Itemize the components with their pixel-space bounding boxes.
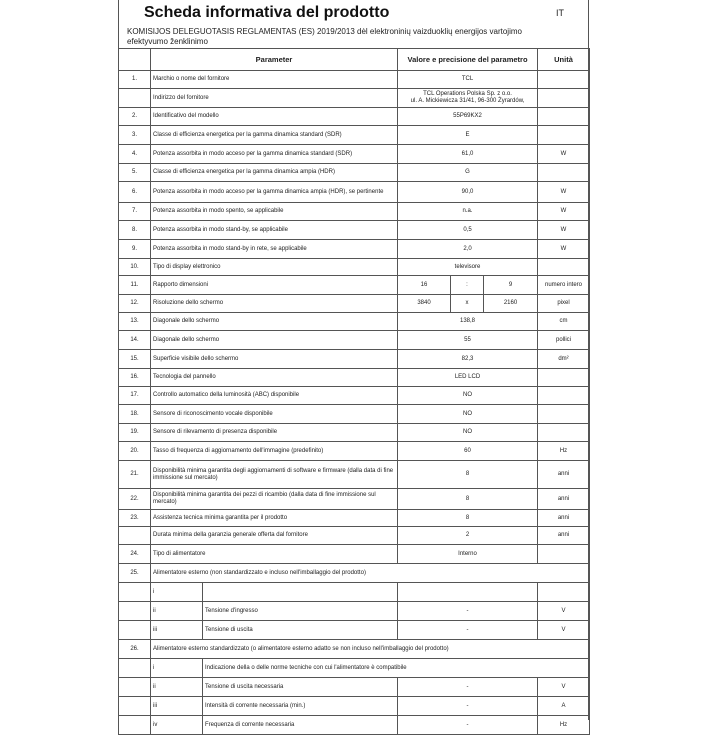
row-value: 82,3: [398, 350, 538, 369]
table-row: [119, 545, 590, 564]
row-value: Interno: [398, 545, 538, 564]
row-number: [119, 89, 151, 108]
table-row: [119, 424, 590, 442]
row-unit: W: [538, 221, 590, 240]
row-number: 3.: [119, 126, 151, 145]
row-unit: Hz: [538, 442, 590, 461]
row-number: 21.: [119, 461, 151, 489]
table-row: [119, 387, 590, 405]
row-label: Identificativo del modello: [151, 108, 398, 126]
row-unit: [538, 545, 590, 564]
row-value: G: [398, 164, 538, 182]
row-label: Classe di efficienza energetica per la gamma dinamica standard (SDR): [151, 126, 398, 145]
row-label: Alimentatore esterno standardizzato (o alimentatore esterno adatto se non incluso nell'imballaggio del prodotto): [151, 640, 590, 659]
supplier-name: TCL Operations Polska Sp. z o.o.: [423, 91, 512, 97]
row-unit: V: [538, 621, 590, 640]
row-value: 2: [398, 527, 538, 545]
table-row: [119, 678, 590, 697]
row-label: Tipo di display elettronico: [151, 259, 398, 276]
row-label: Diagonale dello schermo: [151, 331, 398, 350]
row-label: Marchio o nome del fornitore: [151, 71, 398, 89]
row-unit: W: [538, 240, 590, 259]
row-number: 5.: [119, 164, 151, 182]
row-unit: numero intero: [538, 276, 590, 295]
row-value: -: [398, 621, 538, 640]
row-label: Indirizzo del fornitore: [151, 89, 398, 108]
row-label: Tasso di frequenza di aggiornamento dell'immagine (predefinito): [151, 442, 398, 461]
table-row: [119, 126, 590, 145]
page-title: Scheda informativa del prodotto: [144, 4, 390, 21]
resolution-separator: x: [451, 295, 484, 313]
row-value: n.a.: [398, 203, 538, 221]
table-row: [119, 71, 590, 89]
row-unit: [538, 387, 590, 405]
row-value: 61,0: [398, 145, 538, 164]
table-row: [119, 276, 590, 295]
header-value: Valore e precisione del parametro: [398, 49, 538, 71]
row-value: 8: [398, 510, 538, 527]
table-row: [119, 405, 590, 424]
row-label: Tensione d'ingresso: [203, 602, 398, 621]
table-row: [119, 331, 590, 350]
row-label: Controllo automatico della luminosità (ABC) disponibile: [151, 387, 398, 405]
row-unit: V: [538, 678, 590, 697]
row-unit: [538, 108, 590, 126]
table-row: [119, 164, 590, 182]
aspect-separator: :: [451, 276, 484, 295]
table-row: [119, 89, 590, 108]
row-label: Intensità di corrente necessaria (min.): [203, 697, 398, 716]
row-value: 55: [398, 331, 538, 350]
row-number: 11.: [119, 276, 151, 295]
row-number: 19.: [119, 424, 151, 442]
row-value: 0,5: [398, 221, 538, 240]
row-number: 14.: [119, 331, 151, 350]
row-value: 60: [398, 442, 538, 461]
table-row: [119, 461, 590, 489]
row-label: Assistenza tecnica minima garantita per il prodotto: [151, 510, 398, 527]
row-number: 22.: [119, 489, 151, 510]
table-row: [119, 527, 590, 545]
row-value: -: [398, 678, 538, 697]
row-unit: anni: [538, 461, 590, 489]
sub-index: i: [151, 583, 203, 602]
table-row: [119, 489, 590, 510]
row-label: Sensore di riconoscimento vocale disponibile: [151, 405, 398, 424]
row-number: 4.: [119, 145, 151, 164]
row-number-empty: [119, 678, 151, 697]
row-value: [398, 89, 538, 108]
row-value: NO: [398, 405, 538, 424]
row-unit: [538, 71, 590, 89]
sub-index: iii: [151, 621, 203, 640]
row-number: 17.: [119, 387, 151, 405]
table-row: [119, 221, 590, 240]
row-label: Potenza assorbita in modo acceso per la gamma dinamica standard (SDR): [151, 145, 398, 164]
row-value: -: [398, 716, 538, 735]
row-number: 16.: [119, 369, 151, 387]
table-row: [119, 313, 590, 331]
row-label: Tecnologia del pannello: [151, 369, 398, 387]
row-number: 23.: [119, 510, 151, 527]
row-value: NO: [398, 387, 538, 405]
row-number: 6.: [119, 182, 151, 203]
row-unit: anni: [538, 527, 590, 545]
resolution-width: 3840: [398, 295, 451, 313]
row-unit: A: [538, 697, 590, 716]
row-label: Diagonale dello schermo: [151, 313, 398, 331]
row-unit: [538, 424, 590, 442]
row-value: 8: [398, 461, 538, 489]
row-unit: V: [538, 602, 590, 621]
row-number: 10.: [119, 259, 151, 276]
row-value: 55P69KX2: [398, 108, 538, 126]
row-number-empty: [119, 602, 151, 621]
table-row: [119, 182, 590, 203]
row-number: 1.: [119, 71, 151, 89]
table-row: [119, 295, 590, 313]
row-label: Disponibilità minima garantita degli aggiornamenti di software e firmware (dalla data di fine immissione sul mercato): [151, 461, 398, 489]
row-value: televisore: [398, 259, 538, 276]
row-number-empty: [119, 716, 151, 735]
sub-index: iii: [151, 697, 203, 716]
row-value: 2,0: [398, 240, 538, 259]
row-label: Tipo di alimentatore: [151, 545, 398, 564]
row-unit: anni: [538, 489, 590, 510]
table-row: [119, 697, 590, 716]
table-row: [119, 108, 590, 126]
row-number: 18.: [119, 405, 151, 424]
row-label: Indicazione della o delle norme tecniche con cui l'alimentatore è compatibile: [203, 659, 590, 678]
spec-table: [118, 48, 590, 735]
table-row: [119, 259, 590, 276]
row-number: 8.: [119, 221, 151, 240]
table-row: [119, 602, 590, 621]
row-unit: [538, 369, 590, 387]
row-label: Sensore di rilevamento di presenza disponibile: [151, 424, 398, 442]
row-label: Tensione di uscita necessaria: [203, 678, 398, 697]
row-value: 138,8: [398, 313, 538, 331]
row-number: 9.: [119, 240, 151, 259]
table-row: [119, 203, 590, 221]
row-number: 25.: [119, 564, 151, 583]
aspect-height: 9: [484, 276, 538, 295]
row-label: Potenza assorbita in modo acceso per la gamma dinamica ampia (HDR), se pertinente: [151, 182, 398, 203]
row-value: TCL: [398, 71, 538, 89]
header-unit: Unità: [538, 49, 590, 71]
table-row: [119, 659, 590, 678]
row-value: -: [398, 697, 538, 716]
table-header-row: [119, 49, 590, 71]
row-number: 24.: [119, 545, 151, 564]
table-row: [119, 716, 590, 735]
row-unit: W: [538, 145, 590, 164]
table-row: [119, 583, 590, 602]
row-number: 13.: [119, 313, 151, 331]
row-number: 7.: [119, 203, 151, 221]
row-label: Potenza assorbita in modo stand-by, se applicabile: [151, 221, 398, 240]
row-value: 90,0: [398, 182, 538, 203]
row-unit: [538, 405, 590, 424]
table-row: [119, 145, 590, 164]
row-unit: [538, 89, 590, 108]
row-number-empty: [119, 697, 151, 716]
supplier-address: ul. A. Mickiewicza 31/41, 96-300 Żyrardów,: [410, 98, 525, 104]
row-number-empty: [119, 621, 151, 640]
resolution-height: 2160: [484, 295, 538, 313]
row-unit: anni: [538, 510, 590, 527]
row-label: Rapporto dimensioni: [151, 276, 398, 295]
row-unit: dm²: [538, 350, 590, 369]
table-row: [119, 564, 590, 583]
row-value: 8: [398, 489, 538, 510]
header-parameter: Parameter: [151, 49, 398, 71]
row-value: -: [398, 602, 538, 621]
row-number: 15.: [119, 350, 151, 369]
row-unit: pixel: [538, 295, 590, 313]
row-label: Risoluzione dello schermo: [151, 295, 398, 313]
row-label: Tensione di uscita: [203, 621, 398, 640]
table-row: [119, 640, 590, 659]
row-number-empty: [119, 583, 151, 602]
row-label: Disponibilità minima garantita dei pezzi di ricambio (dalla data di fine immissione sul mercato): [151, 489, 398, 510]
row-label: Frequenza di corrente necessaria: [203, 716, 398, 735]
row-unit: [538, 259, 590, 276]
table-row: [119, 442, 590, 461]
row-label: Potenza assorbita in modo stand-by in rete, se applicabile: [151, 240, 398, 259]
table-row: [119, 621, 590, 640]
row-label: Superficie visibile dello schermo: [151, 350, 398, 369]
row-label: [203, 583, 398, 602]
table-row: [119, 240, 590, 259]
language-code: IT: [556, 8, 564, 18]
table-row: [119, 369, 590, 387]
row-unit: cm: [538, 313, 590, 331]
row-unit: W: [538, 182, 590, 203]
row-value: [398, 583, 538, 602]
row-number: 20.: [119, 442, 151, 461]
row-value: E: [398, 126, 538, 145]
row-label: Potenza assorbita in modo spento, se applicabile: [151, 203, 398, 221]
row-unit: pollici: [538, 331, 590, 350]
row-label: Classe di efficienza energetica per la gamma dinamica ampia (HDR): [151, 164, 398, 182]
row-unit: Hz: [538, 716, 590, 735]
row-label: Alimentatore esterno (non standardizzato e incluso nell'imballaggio del prodotto): [151, 564, 590, 583]
row-value: LED LCD: [398, 369, 538, 387]
row-number-empty: [119, 659, 151, 678]
aspect-width: 16: [398, 276, 451, 295]
row-unit: W: [538, 203, 590, 221]
row-number: 26.: [119, 640, 151, 659]
sub-index: ii: [151, 602, 203, 621]
row-unit: [538, 126, 590, 145]
table-row: [119, 510, 590, 527]
sub-index: ii: [151, 678, 203, 697]
row-number: [119, 527, 151, 545]
table-row: [119, 350, 590, 369]
sub-index: i: [151, 659, 203, 678]
row-unit: [538, 583, 590, 602]
row-number: 2.: [119, 108, 151, 126]
row-value: NO: [398, 424, 538, 442]
sub-index: iv: [151, 716, 203, 735]
row-unit: [538, 164, 590, 182]
regulation-subtitle: KOMISIJOS DELEGUOTASIS REGLAMENTAS (ES) 2019/2013 dėl elektroninių vaizduoklių energijos vartojimo efektyvumo ženklinimo: [127, 27, 522, 46]
row-number: 12.: [119, 295, 151, 313]
row-label: Durata minima della garanzia generale offerta dal fornitore: [151, 527, 398, 545]
header-number-cell: [119, 49, 151, 71]
